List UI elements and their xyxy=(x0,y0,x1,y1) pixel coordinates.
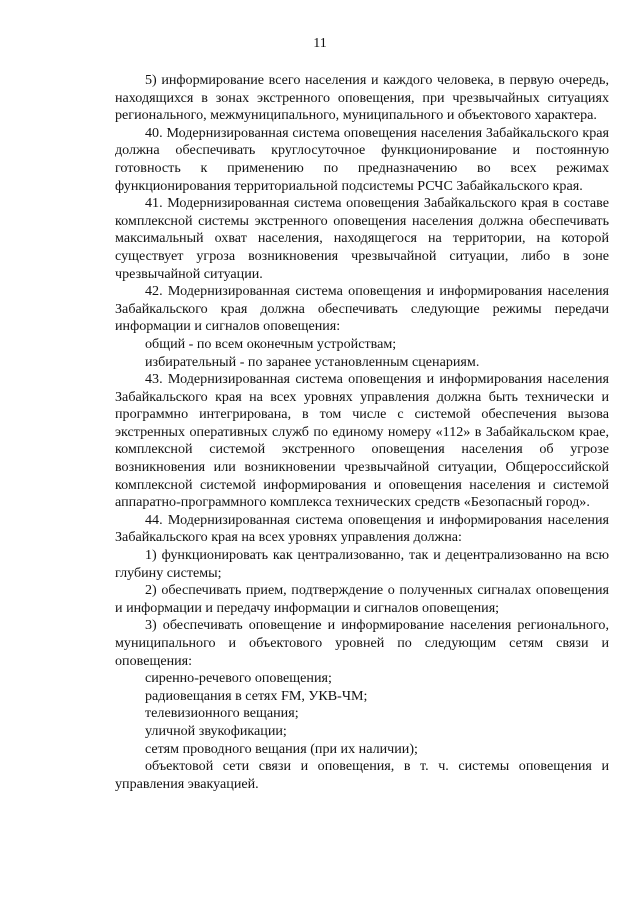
paragraph-44-item-2: 2) обеспечивать прием, подтверждение о полученных сигналах оповещения и информации и передачу информации и сигналов оповещения; xyxy=(115,582,609,616)
page-number: 11 xyxy=(313,36,327,51)
network-wired: сетям проводного вещания (при их наличии); xyxy=(145,740,418,757)
paragraph-44-item-3: 3) обеспечивать оповещение и информирование населения регионального, муниципального и объектового уровней по следующим сетям связи и оповещения: xyxy=(115,617,609,669)
paragraph-44-item-1: 1) функционировать как централизованно, так и децентрализованно на всю глубину системы; xyxy=(115,547,609,581)
paragraph-44: 44. Модернизированная система оповещения и информирования населения Забайкальского края на всех уровнях управления должна: xyxy=(115,511,609,546)
paragraph-42: 42. Модернизированная система оповещения и информирования населения Забайкальского края должна обеспечивать следующие режимы передачи информации и сигналов оповещения: xyxy=(115,283,609,335)
paragraph-41: 41. Модернизированная система оповещения Забайкальского края в составе комплексной системы экстренного оповещения населения должна обеспечивать максимальный охват населения, находящегося на территории, на которой существует угроза возникновения чрезвычайной ситуации, либо в зоне чрезвычайной ситуации. xyxy=(115,195,609,282)
network-street-sound: уличной звукофикации; xyxy=(145,722,287,739)
paragraph-item-5: 5) информирование всего населения и каждого человека, в первую очередь, находящихся в зонах экстренного оповещения, при чрезвычайных ситуациях регионального, межмуниципального, муниципального и объектового характера. xyxy=(115,72,609,124)
paragraph-40: 40. Модернизированная система оповещения населения Забайкальского края должна обеспечивать круглосуточное функционирование и постоянную готовность к применению по предназначению во всех режимах функционирования территориальной подсистемы РСЧС Забайкальского края. xyxy=(115,124,609,194)
mode-selective: избирательный - по заранее установленным сценариям. xyxy=(145,353,480,370)
paragraph-43: 43. Модернизированная система оповещения и информирования населения Забайкальского края на всех уровнях управления должна быть технически и программно интегрирована, в том числе с системой обеспечения вызова экстренных оперативных служб по единому номеру «112» в Забайкальском крае, комплексной системой экстренного оповещения населения об угрозе возникновения или возникновении чрезвычайной ситуации, Общероссийской комплексной системой информирования и оповещения населения и системой аппаратно-программного комплекса технических средств «Безопасный город». xyxy=(115,371,609,511)
network-tv: телевизионного вещания; xyxy=(145,705,299,722)
network-siren: сиренно-речевого оповещения; xyxy=(145,670,332,687)
network-radio: радиовещания в сетях FM, УКВ-ЧМ; xyxy=(145,687,368,704)
document-body xyxy=(115,72,609,793)
mode-general: общий - по всем оконечным устройствам; xyxy=(145,335,397,352)
network-object: объектовой сети связи и оповещения, в т. ч. системы оповещения и управления эвакуацией. xyxy=(115,758,609,792)
